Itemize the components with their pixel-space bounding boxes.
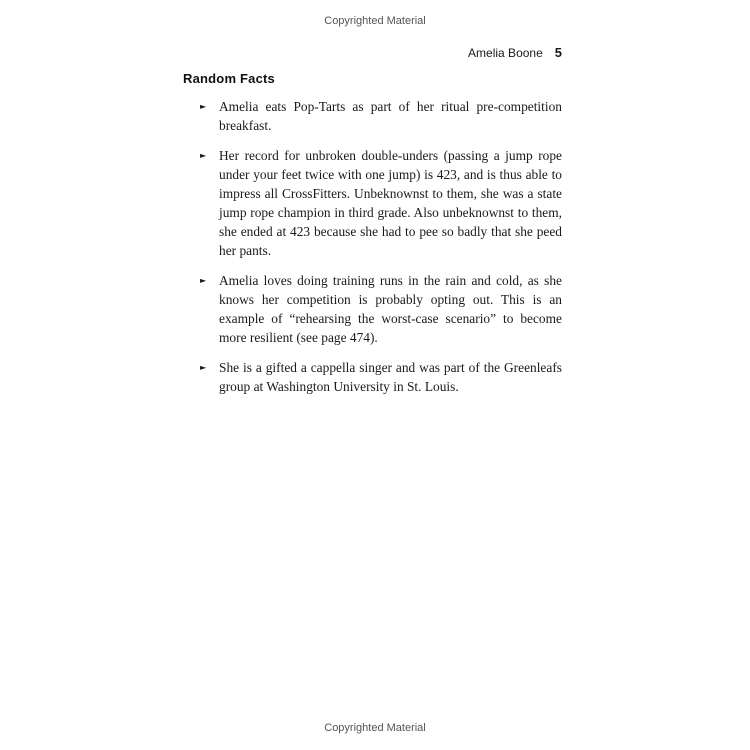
fact-item bbox=[200, 146, 562, 260]
fact-item bbox=[200, 97, 562, 135]
triangle-bullet-icon: ► bbox=[200, 276, 207, 285]
running-head bbox=[468, 45, 562, 60]
triangle-bullet-icon: ► bbox=[200, 102, 207, 111]
fact-text: Amelia loves doing training runs in the rain and cold, as she knows her competition is probably opting out. This is an example of “rehearsing the worst-case scenario” to become more resilient (see page 474). bbox=[219, 273, 562, 345]
running-head-author: Amelia Boone bbox=[468, 46, 543, 60]
triangle-bullet-icon: ► bbox=[200, 151, 207, 160]
copyright-watermark-bottom: Copyrighted Material bbox=[324, 722, 426, 734]
facts-list bbox=[200, 97, 562, 407]
fact-text: Amelia eats Pop-Tarts as part of her ritual pre-competition breakfast. bbox=[219, 99, 562, 133]
fact-text: She is a gifted a cappella singer and was part of the Greenleafs group at Washington University in St. Louis. bbox=[219, 360, 562, 394]
page-number: 5 bbox=[554, 45, 562, 60]
fact-text: Her record for unbroken double-unders (passing a jump rope under your feet twice with one jump) is 423, and is thus able to impress all CrossFitters. Unbeknownst to them, she was a state jump rope champion in third grade. Also unbeknownst to them, she ended at 423 because she had to pee so badly that she peed her pants. bbox=[219, 148, 562, 258]
triangle-bullet-icon: ► bbox=[200, 363, 207, 372]
fact-item bbox=[200, 358, 562, 396]
fact-item bbox=[200, 271, 562, 347]
copyright-watermark-top: Copyrighted Material bbox=[324, 15, 426, 27]
section-heading: Random Facts bbox=[183, 71, 275, 86]
